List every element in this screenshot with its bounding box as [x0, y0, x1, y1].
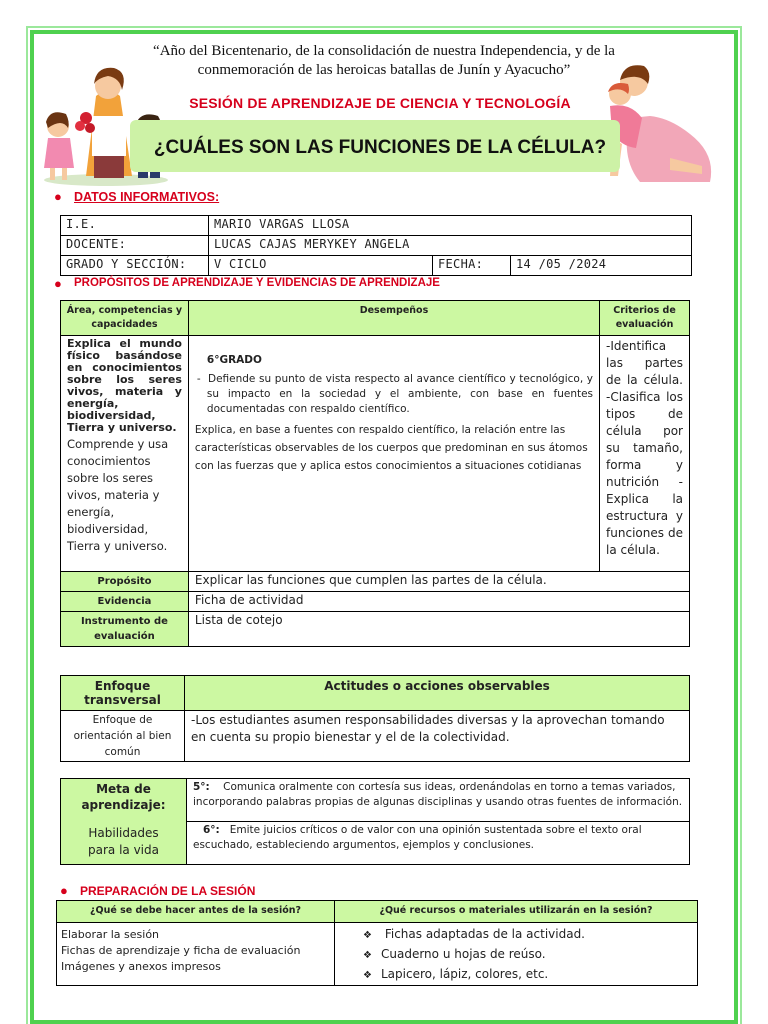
meta-grado6: [187, 822, 690, 865]
grado-label: 6°GRADO: [206, 354, 262, 366]
col-area-header: Área, competencias y capacidades: [61, 301, 189, 336]
desempenos-cell: [188, 336, 599, 572]
desempeno-item: - Defiende su punto de vista respecto al avance científico y tecnológico, y su impacto en la sociedad y el ambiente, con base en fuentes documentadas con respaldo científico.: [196, 373, 594, 415]
antes-cell: [57, 923, 335, 986]
grado-label: GRADO Y SECCIÓN:: [61, 256, 209, 276]
col-criterios-header: Criterios de evaluación: [600, 301, 690, 336]
docente-label: DOCENTE:: [61, 236, 209, 256]
recurso-item: ❖ Lapicero, lápiz, colores, etc.: [363, 965, 697, 985]
diamond-bullet-icon: ❖: [363, 950, 372, 961]
evidencia-label: Evidencia: [61, 592, 189, 612]
antes-item: Imágenes y anexos impresos: [61, 960, 221, 973]
datos-table: [60, 215, 692, 276]
competencia-text: Explica el mundo físico basándose en conocimientos sobre los seres vivos, materia y energía, biodiversidad, Tierra y universo.: [67, 337, 182, 434]
session-question: ¿CUÁLES SON LAS FUNCIONES DE LA CÉLULA?: [153, 137, 607, 158]
meta-grado5: [187, 779, 690, 822]
proposito-value: Explicar las funciones que cumplen las partes de la célula.: [188, 572, 689, 592]
meta-label: Meta de aprendizaje:: [81, 782, 166, 812]
fecha-label: FECHA:: [433, 256, 511, 276]
col-actitudes-header: Actitudes o acciones observables: [185, 676, 690, 711]
competencia-cell: [61, 336, 189, 572]
grado5-text: Comunica oralmente con cortesía sus ideas, ordenándolas en torno a temas variados, incorporando palabras propias de algunas disciplinas y usando otras fuentes de información.: [193, 781, 683, 808]
desempenos-list: [189, 372, 599, 417]
grado-value: V CICLO: [209, 256, 433, 276]
grado5-label: 5°:: [193, 781, 210, 793]
col-desempenos-header: Desempeños: [188, 301, 599, 336]
docente-value: LUCAS CAJAS MERYKEY ANGELA: [209, 236, 692, 256]
instrumento-value: Lista de cotejo: [188, 612, 689, 647]
meta-label-cell: [61, 779, 187, 865]
enfoque-value: Enfoque de orientación al bien común: [61, 711, 185, 762]
recurso-item: ❖ Fichas adaptadas de la actividad.: [363, 925, 697, 945]
actitud-value: -Los estudiantes asumen responsabilidades diversas y la aprovechan tomando en cuenta su propio bienestar y el de la colectividad.: [185, 711, 690, 762]
diamond-bullet-icon: ❖: [363, 970, 372, 981]
propositos-heading: ● PROPÓSITOS DE APRENDIZAJE Y EVIDENCIAS DE APRENDIZAJE: [54, 276, 440, 291]
bullet-icon: ●: [54, 189, 62, 204]
recursos-list: [335, 923, 697, 985]
bullet-icon: ●: [54, 276, 62, 291]
proposito-label: Propósito: [61, 572, 189, 592]
ie-label: I.E.: [61, 216, 209, 236]
datos-heading: ● DATOS INFORMATIVOS:: [54, 189, 220, 204]
habilidades-label: Habilidades para la vida: [88, 826, 159, 857]
preparacion-table: [56, 900, 698, 986]
propositos-table: [60, 300, 690, 647]
col-enfoque-header: Enfoque transversal: [61, 676, 185, 711]
recursos-cell: [335, 923, 698, 986]
grado6-text: Emite juicios críticos o de valor con una opinión sustentada sobre el texto oral escuchado, estableciendo argumentos, ejemplos y conclusiones.: [193, 824, 642, 851]
diamond-bullet-icon: ❖: [363, 930, 372, 941]
preparacion-heading: ● PREPARACIÓN DE LA SESIÓN: [60, 883, 256, 898]
fecha-value: 14 /05 /2024: [511, 256, 692, 276]
antes-item: Elaborar la sesión: [61, 928, 160, 941]
session-title: SESIÓN DE APRENDIZAJE DE CIENCIA Y TECNOLOGÍA: [189, 95, 571, 111]
meta-table: [60, 778, 690, 865]
capacidad-text: Comprende y usa conocimientos sobre los seres vivos, materia y energía, biodiversidad, Tierra y universo.: [67, 437, 169, 553]
criterios-text: -Identifica las partes de la célula. -Clasifica los tipos de célula por su tamaño, forma y nutrición -Explica la estructura y funciones de la célula.: [600, 336, 690, 572]
bullet-icon: ●: [60, 883, 68, 898]
col-recursos-header: ¿Qué recursos o materiales utilizarán en la sesión?: [335, 901, 698, 923]
ie-value: MARIO VARGAS LLOSA: [209, 216, 692, 236]
enfoque-table: [60, 675, 690, 762]
evidencia-value: Ficha de actividad: [188, 592, 689, 612]
official-year-motto: “Año del Bicentenario, de la consolidación de nuestra Independencia, y de la conmemoración de las heroicas batallas de Junín y Ayacucho”: [153, 43, 615, 78]
antes-item: Fichas de aprendizaje y ficha de evaluación: [61, 944, 301, 957]
recurso-item: ❖ Cuaderno u hojas de reúso.: [363, 945, 697, 965]
instrumento-label: Instrumento de evaluación: [61, 612, 189, 647]
desempeno-paragraph: Explica, en base a fuentes con respaldo científico, la relación entre las características observables de los cuerpos que predominan en sus átomos con las fuerzas que y aplica estos conocimientos a situaciones cotidianas: [194, 424, 588, 472]
col-antes-header: ¿Qué se debe hacer antes de la sesión?: [57, 901, 335, 923]
grado6-label: 6°:: [203, 824, 220, 836]
